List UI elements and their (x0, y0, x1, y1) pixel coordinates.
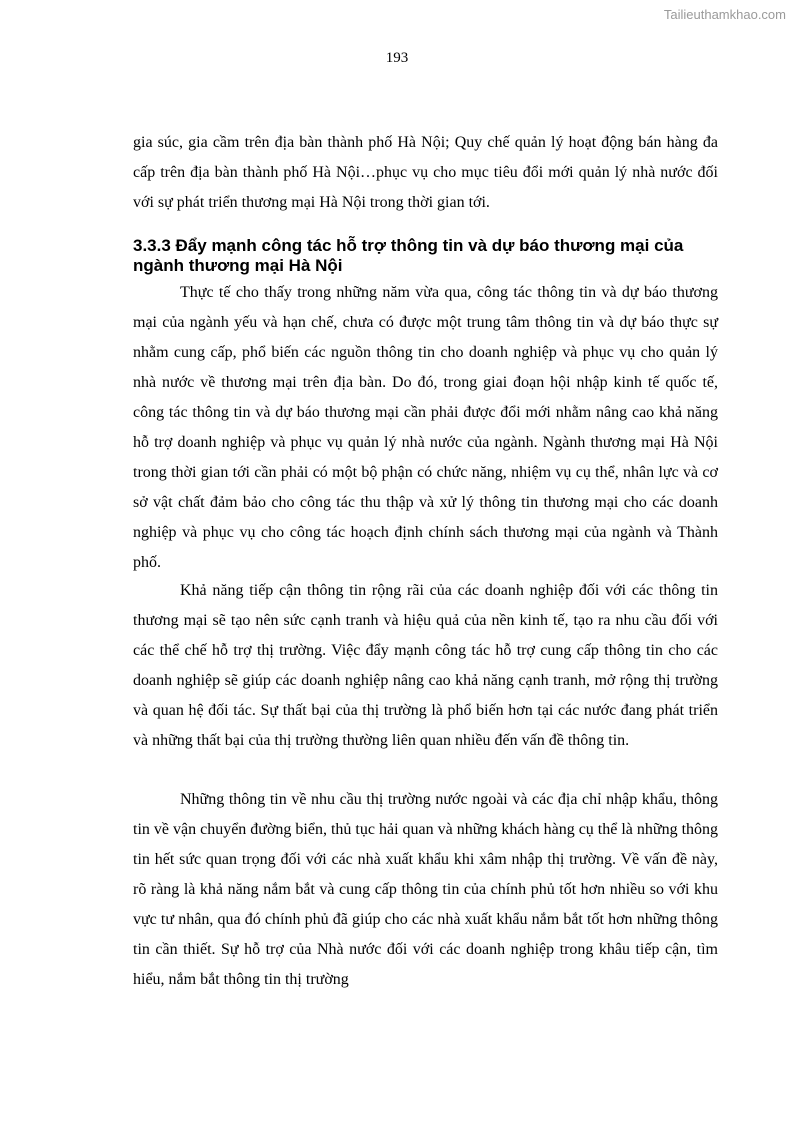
watermark: Tailieuthamkhao.com (663, 7, 786, 22)
body-paragraph-1: Thực tế cho thấy trong những năm vừa qua, công tác thông tin và dự báo thương mại của ngành yếu và hạn chế, chưa có được một trung tâm thông tin và dự báo thực sự nhằm cung cấp, phổ biến các nguồn thông tin cho doanh nghiệp và phục vụ cho quản lý nhà nước về thương mại trên địa bàn. Do đó, trong giai đoạn hội nhập kinh tế quốc tế, công tác thông tin và dự báo thương mại cần phải được đổi mới nhằm nâng cao khả năng hỗ trợ doanh nghiệp và phục vụ quản lý nhà nước của ngành. Ngành thương mại Hà Nội trong thời gian tới cần phải có một bộ phận có chức năng, nhiệm vụ cụ thể, nhân lực và cơ sở vật chất đảm bảo cho công tác thu thập và xử lý thông tin thương mại cho các doanh nghiệp và phục vụ cho công tác hoạch định chính sách thương mại của ngành và Thành phố. (133, 284, 718, 571)
page-number: 193 (385, 50, 409, 66)
section-heading: 3.3.3 Đẩy mạnh công tác hỗ trợ thông tin và dự báo thương mại của ngành thương mại Hà Nội (133, 236, 684, 275)
body-paragraph-3: Những thông tin về nhu cầu thị trường nước ngoài và các địa chỉ nhập khẩu, thông tin về vận chuyển đường biển, thủ tục hải quan và những khách hàng cụ thể là những thông tin hết sức quan trọng đối với các nhà xuất khẩu khi xâm nhập thị trường. Về vấn đề này, rõ ràng là khả năng nắm bắt và cung cấp thông tin của chính phủ tốt hơn nhiều so với khu vực tư nhân, qua đó chính phủ đã giúp cho các nhà xuất khẩu nắm bắt tốt hơn những thông tin cần thiết. Sự hỗ trợ của Nhà nước đối với các doanh nghiệp trong khâu tiếp cận, tìm hiểu, nắm bắt thông tin thị trường (133, 791, 719, 988)
intro-paragraph: gia súc, gia cầm trên địa bàn thành phố Hà Nội; Quy chế quản lý hoạt động bán hàng đa cấp trên địa bàn thành phố Hà Nội…phục vụ cho mục tiêu đổi mới quản lý nhà nước đối với sự phát triển thương mại Hà Nội trong thời gian tới. (133, 134, 718, 211)
body-paragraph-2: Khả năng tiếp cận thông tin rộng rãi của các doanh nghiệp đối với các thông tin thương mại sẽ tạo nên sức cạnh tranh và hiệu quả của nền kinh tế, tạo ra nhu cầu đối với các thể chế hỗ trợ thị trường. Việc đẩy mạnh công tác hỗ trợ cung cấp thông tin cho các doanh nghiệp sẽ giúp các doanh nghiệp nâng cao khả năng cạnh tranh, mở rộng thị trường và quan hệ đối tác. Sự thất bại của thị trường là phổ biến hơn tại các nước đang phát triển và những thất bại của thị trường thường liên quan nhiều đến vấn đề thông tin. (133, 582, 718, 749)
